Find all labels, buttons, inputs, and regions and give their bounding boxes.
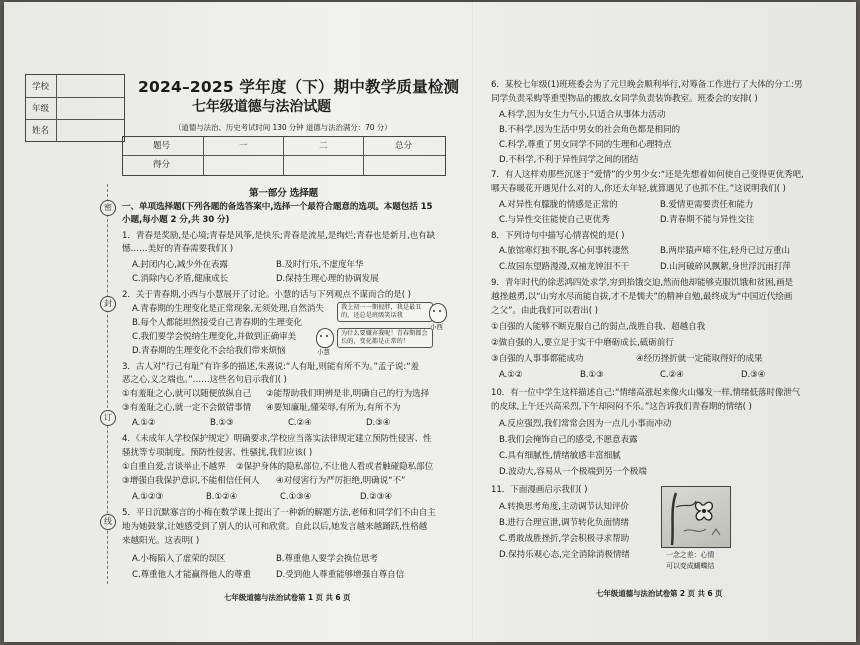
exam-info: （道德与法治、历史考试时间 130 分钟 道德与法治满分：70 分） <box>174 123 392 132</box>
q10-option-c: C.具有细腻性,情绪敏感丰富细腻 <box>499 451 621 461</box>
q5-option-d: D.受到他人尊重能够增强自尊自信 <box>276 570 405 580</box>
q11-option-d: D.保持乐观心态,完全消除消极情绪 <box>499 550 630 560</box>
xiaoxi-face-icon <box>429 303 447 323</box>
q9-item-4: ④经历挫折就一定能取得好的成果 <box>636 354 763 364</box>
binding-char-feng: 封 <box>100 296 116 312</box>
grade-row <box>26 97 124 120</box>
score-header-number: 题号 <box>153 141 170 151</box>
q9-option-b: B.①③ <box>580 370 604 380</box>
q1-option-c: C.消除内心矛盾,健康成长 <box>132 274 229 284</box>
q3-option-d: D.③④ <box>366 418 391 428</box>
q4-item-1: ①自重自爱,言谈举止不越界 <box>122 462 226 472</box>
q1-option-d: D.保持生理心理的协调发展 <box>276 274 379 284</box>
right-page-footer: 七年级道德与法治试卷第 2 页 共 6 页 <box>596 589 723 598</box>
q10-option-b: B.我们会掩饰自己的感受,不愿意表露 <box>499 435 638 445</box>
q2-option-a: A.青春期的生理变化是正常现象,无须处理,自然消失 <box>132 304 324 314</box>
q3-option-c: C.②④ <box>288 418 312 428</box>
q8-stem: 8．下列诗句中描写心情喜悦的是( ) <box>491 231 625 241</box>
q8-option-b: B.两岸猿声啼不住,轻舟已过万重山 <box>660 246 790 256</box>
q3-option-a: A.①② <box>132 418 156 428</box>
exam-subtitle: 七年级道德与法治试题 <box>192 99 331 115</box>
binding-char-xian: 线 <box>100 514 116 530</box>
q7-option-b: B.爱情更需要责任和能力 <box>660 200 754 210</box>
school-row <box>26 75 124 98</box>
q11-option-a: A.转换思考角度,主动调节认知评价 <box>499 502 629 512</box>
q4-option-b: B.①②④ <box>206 492 238 502</box>
q3-item-1: ①有羞耻之心,就可以随便放纵自己 <box>122 389 252 399</box>
q6-option-a: A.科学,因为女生力气小,只适合从事体力活动 <box>499 110 666 120</box>
q11-stem: 11．下面漫画启示我们( ) <box>491 485 588 495</box>
score-header-total: 总分 <box>395 141 412 151</box>
q3-item-4: ④要知廉耻,懂荣辱,有所为,有所不为 <box>266 403 401 413</box>
score-row-label: 得分 <box>153 160 170 170</box>
q11-option-c: C.勇敢战胜挫折,学会积极寻求帮助 <box>499 534 630 544</box>
q2-option-c: C.我们要学会悦纳生理变化,并做到正确审美 <box>132 332 297 342</box>
xiaohui-face-icon <box>316 328 334 348</box>
binding-char-mi: 密 <box>100 200 116 216</box>
q11-option-b: B.进行合理宣泄,调节转化负面情绪 <box>499 518 629 528</box>
comic-caption-line1: 一念之差：心情 <box>666 551 715 559</box>
left-page-footer: 七年级道德与法治试卷第 1 页 共 6 页 <box>224 593 351 602</box>
q3-item-3: ③有羞耻之心,就一定不会做错事情 <box>122 403 252 413</box>
q4-option-d: D.②③④ <box>360 492 392 502</box>
q2-option-b: B.每个人都能坦然接受自己青春期的生理变化 <box>132 318 302 328</box>
comic-drawing-icon <box>662 487 730 547</box>
q4-item-3: ③增强自我保护意识,不能相信任何人 <box>122 476 260 486</box>
q2-option-d: D.青春期的生理变化不会给我们带来烦恼 <box>132 346 286 356</box>
q9-item-2: ②做自强的人,要立足于实干中磨砺成长,砥砺前行 <box>491 338 674 348</box>
q8-option-a: A.旅馆寒灯独不眠,客心何事转凄然 <box>499 246 629 256</box>
q7-stem-line2: 哪天春暖花开遇见什么对的人,你还太年轻,就算遇见了也抓不住。”这说明我们( ) <box>491 184 786 194</box>
q10-option-a: A.反应强烈,我们常常会因为一点儿小事而冲动 <box>499 419 672 429</box>
q5-option-b: B.尊重他人要学会换位思考 <box>276 554 378 564</box>
q9-option-a: A.①② <box>499 370 523 380</box>
q4-option-c: C.①③④ <box>280 492 312 502</box>
q8-option-c: C.故园东望路漫漫,双袖龙钟泪不干 <box>499 262 630 272</box>
q6-stem-line1: 6．某校七年级(1)班班委会为了元旦晚会顺利举行,对筹备工作进行了大体的分工:男 <box>491 80 803 90</box>
q11-comic-image <box>661 486 731 548</box>
q9-stem-line1: 9．青年时代的徐悲鸿四处求学,穷到掐饿交迫,然而他却能够克服饥饿和贫困,画是 <box>491 278 794 288</box>
q9-option-c: C.②④ <box>660 370 684 380</box>
q1-stem-line2: 憾……美好的青春需要我们( ) <box>122 244 234 254</box>
q3-item-2: ②能帮助我们明辨是非,明确自己的行为选择 <box>266 389 430 399</box>
q3-stem-line1: 3．古人对“行己有耻”有许多的描述,朱熹说:“人有耻,则能有所不为。”孟子说:“羞 <box>122 362 419 372</box>
q3-option-b: B.①③ <box>210 418 234 428</box>
q9-option-d: D.③④ <box>741 370 766 380</box>
q1-stem-line1: 1．青春是奖励,是心境;青春是风筝,是快乐;青春是流星,是绚烂;青春也是新月,也有缺 <box>122 231 436 241</box>
exam-title: 2024–2025 学年度（下）期中教学质量检测 <box>138 78 460 96</box>
q9-stem-line2: 越挫越勇,以“山穷水尽而能自拔,才不是懦夫”的精神自勉,最终成为“中国近代绘画 <box>491 292 793 302</box>
q4-option-a: A.①②③ <box>132 492 164 502</box>
q5-option-c: C.尊重他人才能赢得他人的尊重 <box>132 570 251 580</box>
q4-stem-line1: 4．《未成年人学校保护规定》明确要求,学校应当落实法律规定建立预防性侵害、性 <box>122 434 432 444</box>
q9-item-1: ①自强的人能够不断克服自己的弱点,战胜自我、超越自我 <box>491 322 706 332</box>
q5-option-a: A.小梅陷入了虚荣的误区 <box>132 554 226 564</box>
score-table <box>122 136 446 176</box>
q5-stem-line1: 5．平日沉默寡言的小梅在数学课上提出了一种新的解题方法,老师和同学们不由自主 <box>122 508 436 518</box>
q1-option-b: B.及时行乐,不虚度年华 <box>276 260 364 270</box>
xiaohui-speech-bubble: 为什么要嫌弃我呢！青春期都会长的，变化都是正常的！ <box>337 328 433 348</box>
xiaoxi-speech-bubble: 我上初一一期很胖，我是最丑的，还总是班级笑话我 <box>337 302 433 322</box>
q1-option-a: A.封闭内心,减少外在表露 <box>132 260 228 270</box>
q4-item-4: ④对侵害行为严厉拒绝,明确说“不” <box>276 476 406 486</box>
q7-option-a: A.对异性有朦胧的情感是正常的 <box>499 200 618 210</box>
name-row <box>26 119 124 141</box>
q4-item-2: ②保护身体的隐私部位,不让他人看或者触碰隐私部位 <box>236 462 434 472</box>
q10-stem-line2: 的皮球,上午还兴高采烈,下午却闷闷不乐。”这告诉我们青春期的情绪( ) <box>491 402 752 412</box>
q4-stem-line2: 骚扰等专项制度。预防性侵害、性骚扰,我们应该( ) <box>122 448 313 458</box>
q8-option-d: D.山河破碎风飘絮,身世浮沉雨打萍 <box>660 262 791 272</box>
score-header-part2: 二 <box>319 141 328 151</box>
q10-option-d: D.波动大,容易从一个极端到另一个极端 <box>499 467 647 477</box>
name-label: 姓名 <box>32 126 50 136</box>
school-label: 学校 <box>32 82 50 92</box>
page-fold <box>472 2 474 642</box>
q10-stem-line1: 10．有一位中学生这样描述自己:“情绪高涨起来像火山爆发一样,情绪低落时像泄气 <box>491 388 801 398</box>
q9-item-3: ③自强的人事事都能成功 <box>491 354 584 364</box>
exam-sheet <box>4 2 856 642</box>
student-info-box <box>25 74 125 142</box>
binding-char-ding: 订 <box>100 410 116 426</box>
q3-stem-line2: 恶之心,义之端也。”……这些名句启示我们( ) <box>122 375 287 385</box>
q7-stem-line1: 7．有人这样劝那些沉迷于“爱情”的少男少女:“还是先想着如何使自己变得更优秀吧, <box>491 170 804 180</box>
score-header-part1: 一 <box>239 141 248 151</box>
q7-option-c: C.与异性交往能使自己更优秀 <box>499 215 610 225</box>
q9-stem-line3: 之父”。由此我们可以看出( ) <box>491 306 598 316</box>
part1-title: 第一部分 选择题 <box>249 188 319 199</box>
xiaohui-label: 小慧 <box>317 348 330 356</box>
grade-label: 年级 <box>32 104 50 114</box>
q5-stem-line2: 地为她鼓掌,让她感受到了别人的认可和欣赏。自此以后,她发言越来越踊跃,性格越 <box>122 522 428 532</box>
q5-stem-line3: 来越阳光。这表明( ) <box>122 536 200 546</box>
part1-instructions-line2: 小题,每小题 2 分,共 30 分) <box>122 215 230 225</box>
comic-caption-line2: 可以变成蝴蝶结 <box>666 562 715 570</box>
q2-stem: 2．关于青春期,小西与小慧展开了讨论。小慧的话与下列观点不谋而合的是( ) <box>122 290 411 300</box>
xiaoxi-label: 小西 <box>430 323 443 331</box>
part1-instructions-line1: 一、单项选择题(下列各题的备选答案中,选择一个最符合题意的选项。本题包括 15 <box>122 202 433 212</box>
q6-stem-line2: 同学负责采购等重型物品的搬放,女同学负责装饰教室。班委会的安排( ) <box>491 94 758 104</box>
q6-option-d: D.不科学,不利于异性同学之间的团结 <box>499 155 639 165</box>
q6-option-c: C.科学,尊重了男女同学不同的生理和心理特点 <box>499 140 672 150</box>
q6-option-b: B.不科学,因为生活中男女的社会角色都是相同的 <box>499 125 680 135</box>
q7-option-d: D.青春期不能与异性交往 <box>660 215 755 225</box>
